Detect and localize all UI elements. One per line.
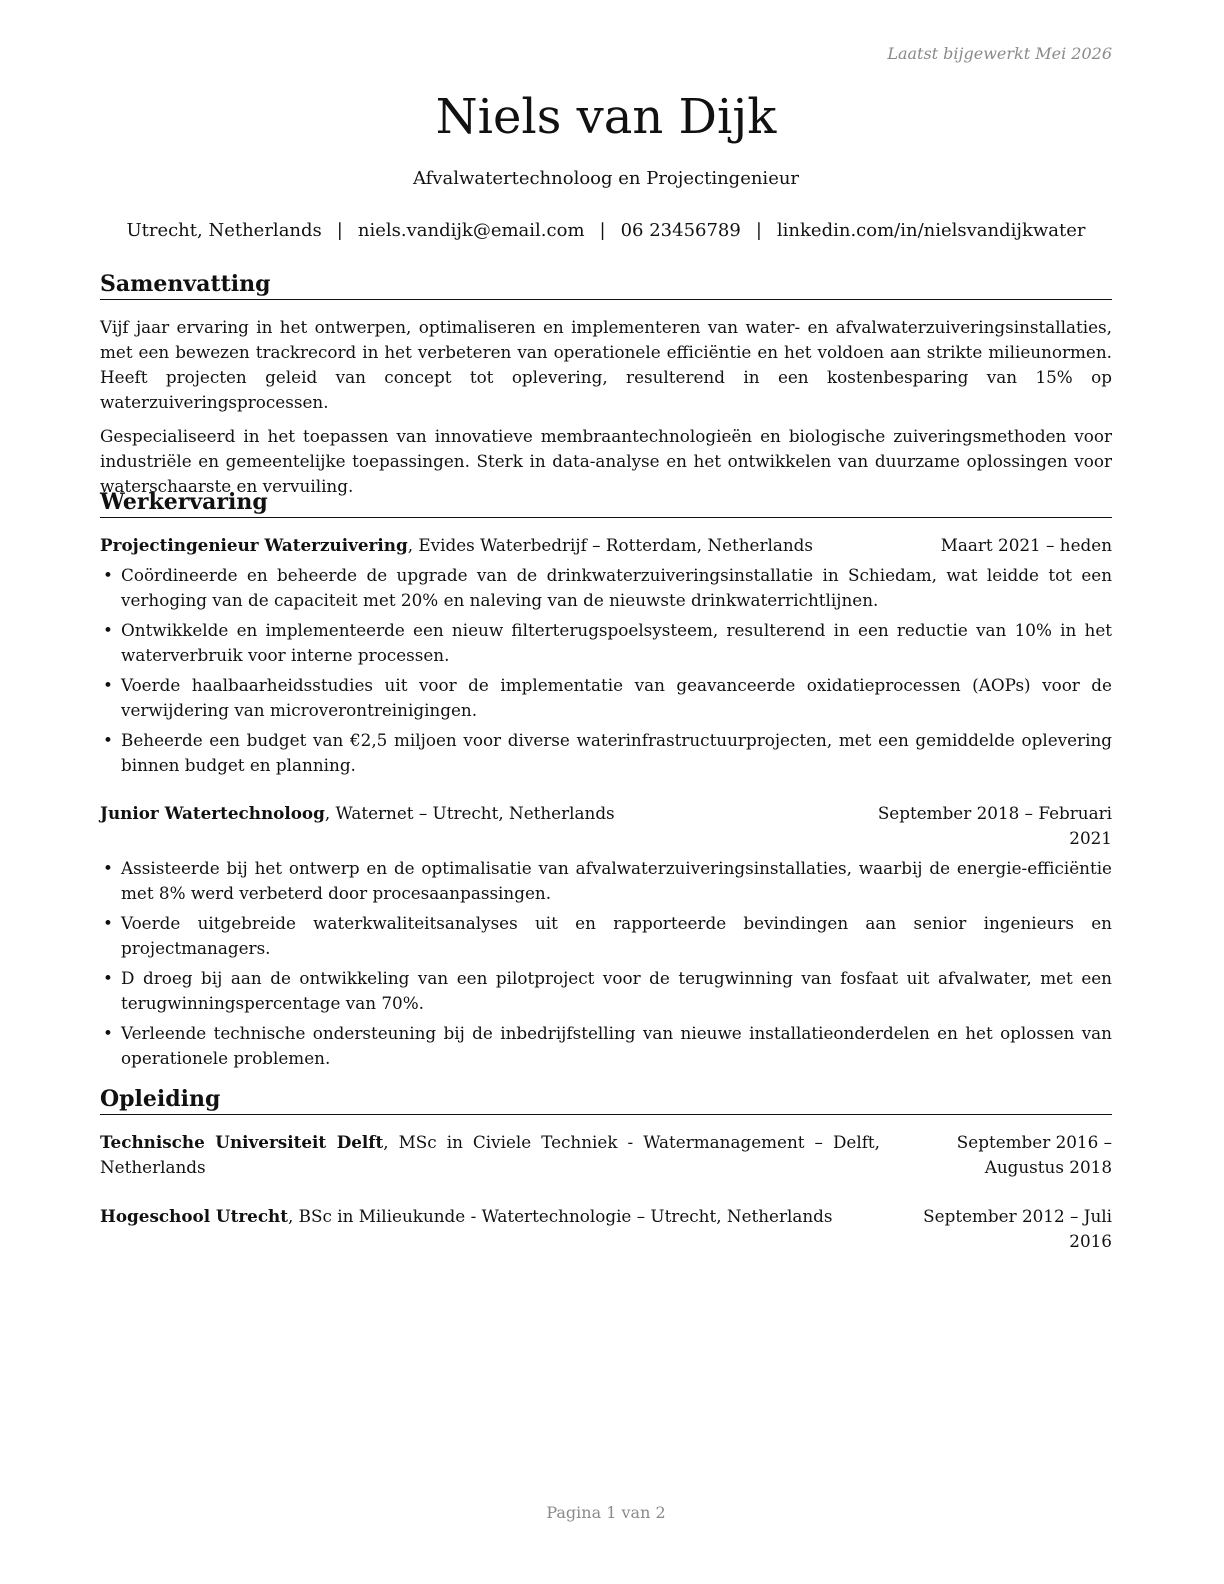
summary-section [100, 270, 1112, 499]
education-entry [100, 1204, 1112, 1254]
contact-line [100, 219, 1112, 243]
education-section [100, 1085, 1112, 1254]
job-bullets [100, 563, 1112, 778]
job-bullet: • Verleende technische ondersteuning bij de inbedrijfstelling van nieuwe installatieonderdelen en het oplossen van operationele problemen. [100, 1021, 1112, 1071]
job-dates: September 2018 – Februari 2021 [877, 803, 1112, 848]
contact-email[interactable]: niels.vandijk@email.com [357, 220, 585, 241]
job-entry [100, 801, 1112, 1071]
section-title-education: Opleiding [100, 1085, 1112, 1115]
job-bullets [100, 856, 1112, 1071]
education-school: Hogeschool Utrecht [100, 1206, 289, 1226]
job-role: Junior Watertechnoloog [100, 803, 325, 823]
candidate-subtitle: Afvalwatertechnoloog en Projectingenieur [412, 168, 800, 189]
education-institution [100, 1130, 880, 1180]
education-institution [100, 1204, 880, 1229]
job-org: , Waternet – Utrecht, Netherlands [324, 803, 615, 823]
last-updated: Laatst bijgewerkt Mei 2026 [887, 44, 1112, 63]
contact-phone: 06 23456789 [620, 220, 741, 241]
job-header [100, 801, 1112, 851]
experience-section [100, 488, 1112, 1071]
contact-separator: | [755, 220, 762, 241]
job-dates: Maart 2021 – heden [940, 535, 1112, 555]
job-bullet: • Beheerde een budget van €2,5 miljoen voor diverse waterinfrastructuurprojecten, met een gemiddelde oplevering binnen budget en planning. [100, 728, 1112, 778]
summary-paragraph: Vijf jaar ervaring in het ontwerpen, optimaliseren en implementeren van water- en afvalwaterzuiveringsinstallaties, met een bewezen trackrecord in het verbeteren van operationele efficiëntie en het voldoen aan strikte milieunormen. Heeft projecten geleid van concept tot oplevering, resulterend in een kostenbesparing van 15% op waterzuiveringsprocessen. [100, 317, 1112, 412]
education-dates: September 2016 – Augustus 2018 [956, 1132, 1112, 1177]
job-org: , Evides Waterbedrijf – Rotterdam, Netherlands [407, 535, 814, 555]
job-bullet: • Coördineerde en beheerde de upgrade van de drinkwaterzuiveringsinstallatie in Schiedam, wat leidde tot een verhoging van de capaciteit met 20% en naleving van de nieuwste drinkwaterrichtlijnen. [100, 563, 1112, 613]
education-entry [100, 1130, 1112, 1180]
page-number: Pagina 1 van 2 [546, 1503, 666, 1522]
section-title-summary: Samenvatting [100, 270, 1112, 300]
job-role: Projectingenieur Waterzuivering [100, 535, 408, 555]
job-bullet: • Voerde haalbaarheidsstudies uit voor de implementatie van geavanceerde oxidatieprocessen (AOPs) voor de verwijdering van microverontreinigingen. [100, 673, 1112, 723]
job-bullet: • Voerde uitgebreide waterkwaliteitsanalyses uit en rapporteerde bevindingen aan senior ingenieurs en projectmanagers. [100, 911, 1112, 961]
education-school: Technische Universiteit Delft [100, 1132, 384, 1152]
education-degree: , MSc in Civiele Techniek - Watermanagement – Delft, Netherlands [100, 1132, 880, 1177]
summary-paragraph: Gespecialiseerd in het toepassen van innovatieve membraantechnologieën en biologische zuiveringsmethoden voor industriële en gemeentelijke toepassingen. Sterk in data-analyse en het ontwikkelen van duurzame oplossingen voor waterschaarste en vervuiling. [100, 426, 1112, 496]
contact-linkedin[interactable]: linkedin.com/in/nielsvandijkwater [776, 220, 1086, 241]
job-header [100, 533, 1112, 558]
job-bullet: • Ontwikkelde en implementeerde een nieuw filterterugspoelsysteem, resulterend in een reductie van 10% in het waterverbruik voor interne processen. [100, 618, 1112, 668]
job-bullet: • Assisteerde bij het ontwerp en de optimalisatie van afvalwaterzuiveringsinstallaties, waarbij de energie-efficiëntie met 8% werd verbeterd door procesaanpassingen. [100, 856, 1112, 906]
contact-separator: | [336, 220, 343, 241]
education-degree: , BSc in Milieukunde - Watertechnologie – Utrecht, Netherlands [288, 1206, 833, 1226]
resume-page [100, 0, 1112, 1584]
contact-location: Utrecht, Netherlands [126, 220, 322, 241]
candidate-name: Niels van Dijk [435, 89, 777, 145]
job-bullet: • D droeg bij aan de ontwikkeling van een pilotproject voor de terugwinning van fosfaat uit afvalwater, met een terugwinningspercentage van 70%. [100, 966, 1112, 1016]
contact-separator: | [599, 220, 606, 241]
section-title-experience: Werkervaring [100, 488, 1112, 518]
education-dates: September 2012 – Juli 2016 [923, 1206, 1112, 1251]
job-entry [100, 533, 1112, 778]
